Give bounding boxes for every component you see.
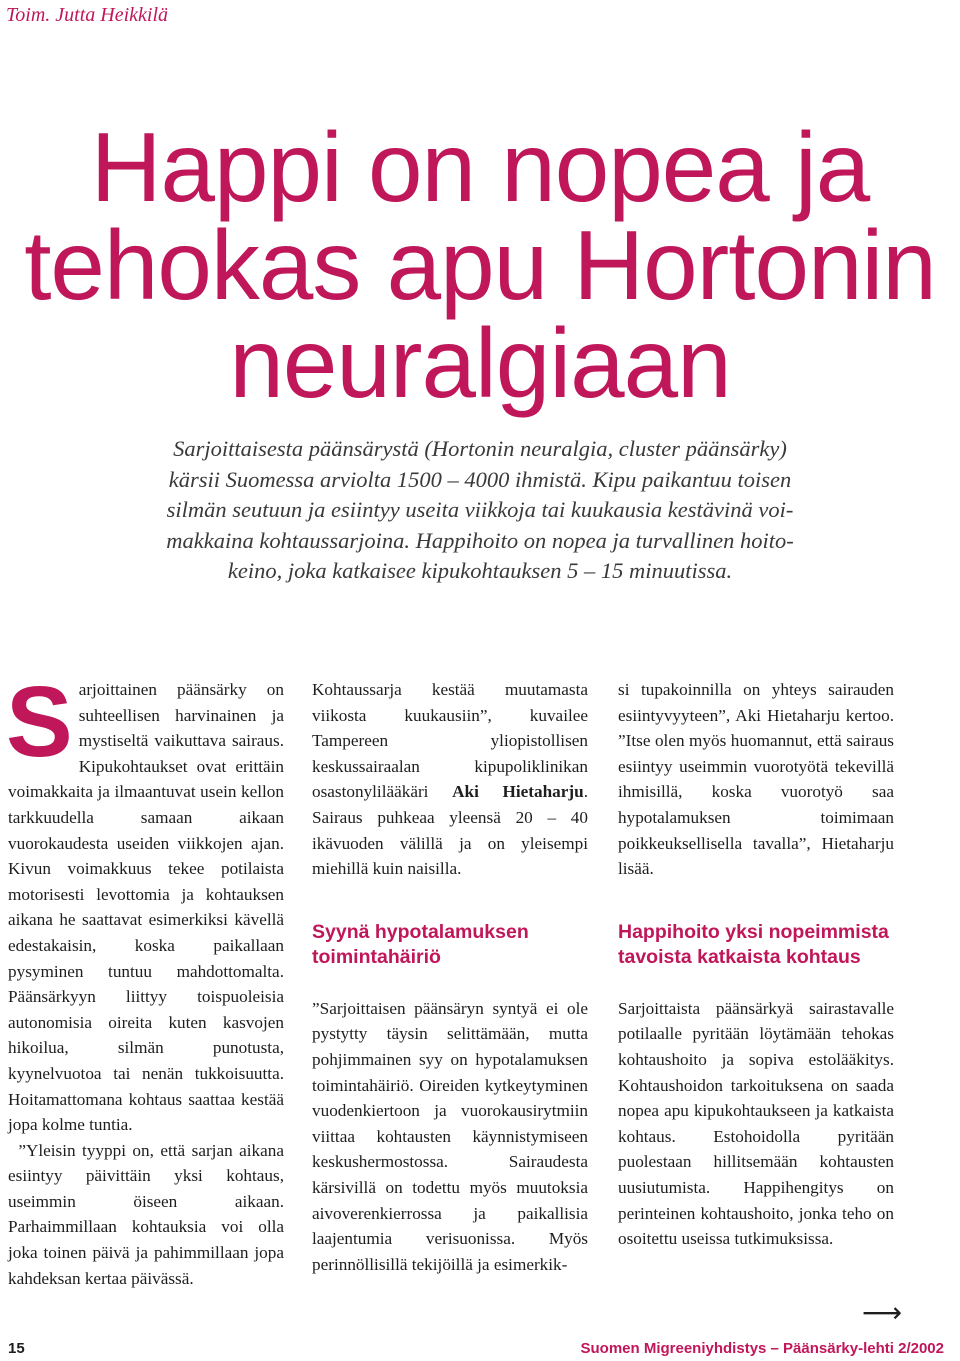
title-line: tehokas apu Hortonin bbox=[24, 210, 936, 320]
paragraph-text: Kohtaussarja kestää muutamasta viikosta kuukausiin”, kuvailee Tampereen yliopistollisen keskussairaalan kipupoliklinikan osastonylilääkäri bbox=[312, 680, 588, 802]
author-credit: Toim. Jutta Heikkilä bbox=[6, 4, 169, 26]
title-line: neuralgiaan bbox=[229, 308, 731, 418]
body-paragraph bbox=[6, 666, 284, 1138]
subheading: Happihoito yksi nopeimmista tavoista katkaista kohtaus bbox=[618, 920, 889, 968]
title-line: Happi on nopea ja bbox=[90, 112, 870, 222]
lead-line: silmän seutuun ja esiintyy useita viikkoja tai kuukausia kestävinä voi- bbox=[166, 497, 794, 522]
subheading: Syynä hypotalamuksen toimintahäiriö bbox=[312, 920, 529, 968]
body-column-1 bbox=[6, 666, 284, 1291]
body-column-3 bbox=[618, 677, 894, 1252]
paragraph-text: arjoittainen päänsärky on suhteellisen harvinainen ja mystiseltä vaikuttava sairaus. Kipukohtaukset ovat erittäin voimakkaita ja ilmaantuvat usein kellon tarkkuudella samaan aikaan vuorokaudesta useiden viikkojen ajan. Kivun voimakkuus tekee potilaista motorisesti levottomia ja kohtauksen aikana he saattavat esimerkiksi kävellä edestakaisin, koska paikallaan pysyminen tuntuu mahdottomalta. Päänsärkyyn liittyy toispuoleisia autonomisia oireita kuten kasvojen hikoilua, silmän punotusta, kyynelvuotoa tai nenän tukkoisuutta. Hoitamattomana kohtaus saattaa kestää jopa kolme tuntia. bbox=[8, 680, 284, 1135]
body-paragraph: ”Yleisin tyyppi on, että sarjan aikana esiintyy päivittäin yksi kohtaus, useimmin öiseen aikaan. Parhaimmillaan kohtauksia voi olla joka toinen päivä ja pahimmillaan jopa kahdeksan kertaa päivässä. bbox=[8, 1140, 284, 1288]
page-number: 15 bbox=[8, 1340, 25, 1357]
drop-cap: S bbox=[6, 666, 73, 778]
lead-line: Sarjoittaisesta päänsärystä (Hortonin neuralgia, cluster päänsärky) bbox=[173, 436, 787, 461]
lead-line: makkaina kohtaussarjoina. Happihoito on nopea ja turvallinen hoito- bbox=[166, 527, 794, 553]
article-title bbox=[0, 112, 960, 418]
lead-paragraph bbox=[60, 434, 900, 587]
publication-footer: Suomen Migreeniyhdistys – Päänsärky-lehti 2/2002 bbox=[580, 1340, 944, 1357]
body-column-2 bbox=[312, 677, 588, 1277]
body-paragraph: si tupakoinnilla on yhteys sairauden esiintyvyyteen”, Aki Hietaharju kertoo. ”Itse olen myös huomannut, että sairaus esiintyy useimmin vuorotyötä tekevillä ihmisillä, koska vuorotyö saa hypotalamuksen toimimaan poikkeuksellisella tavalla”, Hietaharju lisää. bbox=[618, 680, 894, 879]
continue-arrow-icon: ⟶ bbox=[862, 1296, 903, 1329]
person-name: Aki Hietaharju bbox=[452, 782, 584, 802]
paragraph-text: . Sairaus puhkeaa yleensä 20 – 40 ikävuoden välillä ja on yleisempi miehillä kuin naisilla. bbox=[312, 782, 588, 879]
lead-line: keino, joka katkaisee kipukohtauksen 5 – 15 minuutissa. bbox=[227, 558, 733, 583]
lead-line: kärsii Suomessa arviolta 1500 – 4000 ihmistä. Kipu paikantuu toisen bbox=[168, 466, 792, 492]
body-paragraph: ”Sarjoittaisen päänsäryn syntyä ei ole pystytty täysin selittämään, mutta pohjimmainen syy on hypotalamuksen toimintahäiriö. Oireiden kytkeytyminen vuodenkiertoon ja vuorokausirytmiin viittaa kohtausten käynnistymiseen keskushermostossa. Sairaudesta kärsivillä on todettu myös muutoksia aivoverenkierrossa ja paikallisia laajentumia verisuonissa. Myös perinnöllisillä tekijöillä ja esimerkik- bbox=[312, 998, 588, 1274]
body-paragraph bbox=[312, 677, 588, 882]
body-paragraph: Sarjoittaista päänsärkyä sairastavalle potilaalle pyritään löytämään tehokas kohtaushoito ja sopiva estolääkitys. Kohtaushoidon tarkoituksena on saada nopea apu kipukohtaukseen ja katkaista kohtaus. Estohoidolla pyritään puolestaan hillitsemään kohtausten uusiutumista. Happihengitys on perinteinen kohtaushoito, jonka teho on osoitettu useissa tutkimuksissa. bbox=[618, 998, 894, 1249]
